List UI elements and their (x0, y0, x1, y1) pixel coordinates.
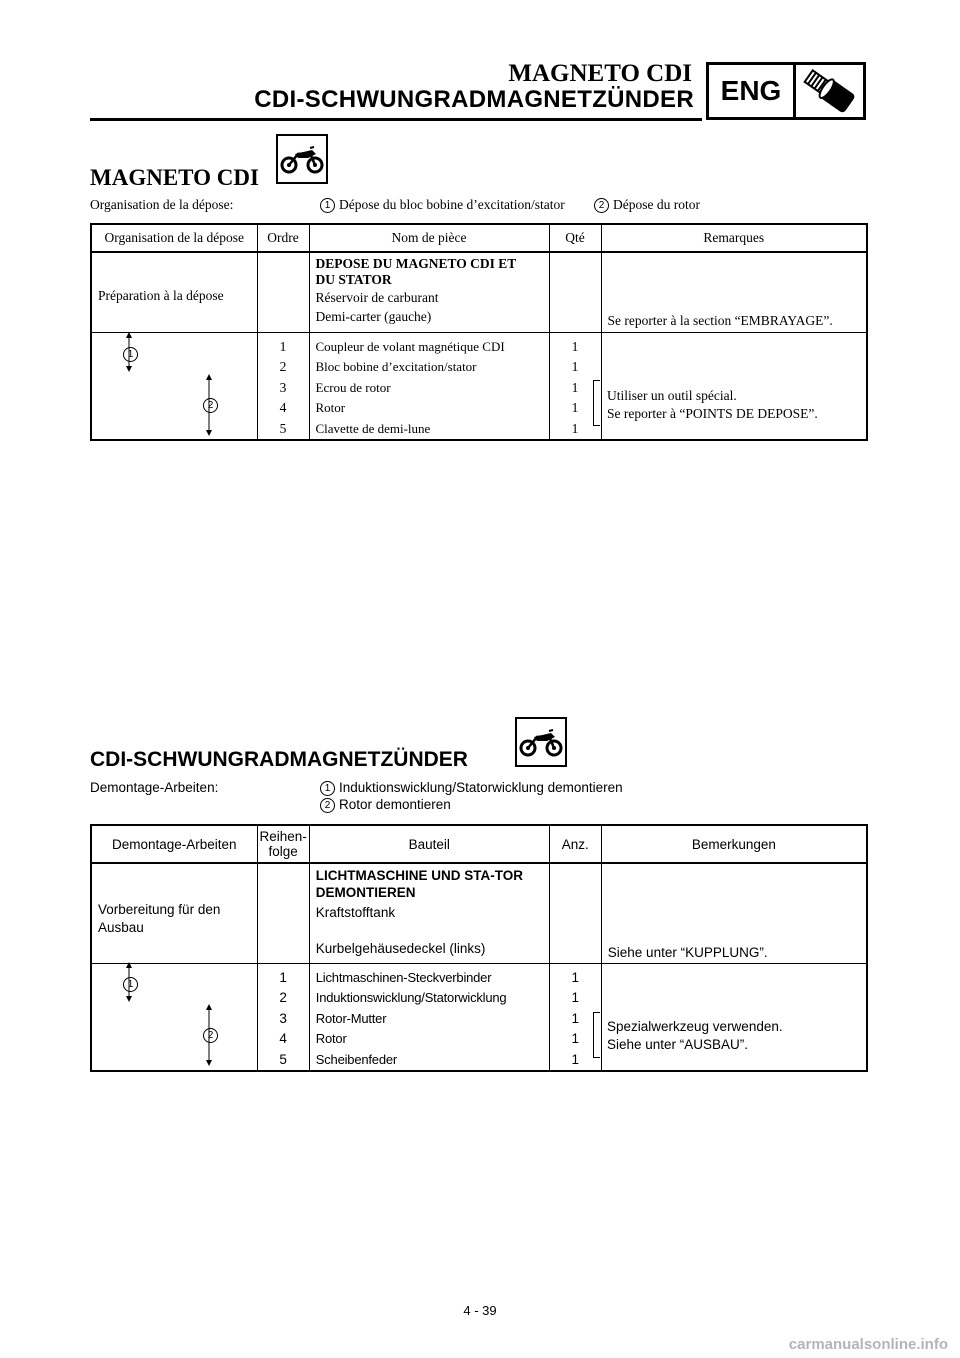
order-cell: 4 (279, 1031, 287, 1046)
fr-bracket-remark (607, 387, 818, 423)
part-cell: Rotor (315, 400, 346, 415)
empty-cell (601, 332, 867, 440)
fr-bracket-remark-2: Se reporter à “POINTS DE DEPOSE”. (607, 406, 818, 421)
step-number-badge: 1 (320, 781, 335, 796)
de-group-label-2: 2 (203, 1028, 218, 1043)
fr-prep-heading: DEPOSE DU MAGNETO CDI ET DU STATOR (315, 256, 517, 287)
de-motorcycle-icon (515, 717, 567, 767)
fr-prep-row (91, 252, 867, 332)
part-cell: Ecrou de rotor (315, 379, 391, 395)
qty-cell: 1 (571, 420, 579, 436)
fr-org-step-2 (594, 197, 700, 213)
col-header: Ordre (257, 224, 309, 252)
de-bracket-remark-2: Siehe unter “AUSBAU”. (607, 1037, 749, 1052)
de-remark-bracket (593, 1012, 600, 1058)
order-cell: 2 (279, 990, 287, 1005)
part-cell: Lichtmaschinen-Steckverbinder (315, 969, 492, 985)
header-title-de: CDI-SCHWUNGRADMAGNETZÜNDER (254, 86, 694, 113)
qty-cell: 1 (571, 400, 579, 415)
fr-bracket-remark-1: Utiliser un outil spécial. (607, 388, 737, 403)
qty-cell: 1 (571, 969, 580, 985)
order-cell: 4 (279, 400, 287, 415)
part-cell: Rotor-Mutter (315, 1010, 387, 1026)
step-number-badge: 2 (594, 198, 609, 213)
order-cell: 2 (279, 359, 287, 374)
col-header: Reihen-folge (257, 825, 309, 863)
part-cell: Bloc bobine d’excitation/stator (315, 359, 477, 374)
col-header: Remarques (601, 224, 867, 252)
fr-remark-bracket (593, 380, 600, 426)
col-header: Nom de pièce (309, 224, 549, 252)
de-part-col (309, 963, 549, 1071)
eng-badge (706, 62, 866, 120)
empty-cell (257, 863, 309, 963)
de-prep-remark: Siehe unter “KUPPLUNG”. (601, 863, 867, 963)
order-cell: 1 (279, 969, 287, 985)
engine-bolt-icon (796, 65, 863, 117)
col-header: Anz. (549, 825, 601, 863)
fr-org-step-1 (320, 197, 565, 213)
eng-label: ENG (709, 65, 796, 117)
fr-table-header (91, 224, 867, 252)
fr-group-label-2: 2 (203, 398, 218, 413)
part-cell: Rotor (315, 1031, 347, 1046)
fr-section-title: MAGNETO CDI (90, 165, 259, 190)
qty-cell: 1 (571, 990, 580, 1005)
watermark: carmanualsonline.info (788, 1336, 948, 1353)
qty-cell: 1 (571, 1031, 580, 1046)
order-cell: 3 (279, 379, 287, 395)
de-prep-items (309, 863, 549, 963)
empty-cell (549, 252, 601, 332)
col-header: Qté (549, 224, 601, 252)
de-bracket-remark-1: Spezialwerkzeug verwenden. (607, 1019, 783, 1034)
step-number-badge: 2 (320, 798, 335, 813)
de-org-step-1 (320, 780, 623, 796)
de-section-title: CDI-SCHWUNGRADMAGNETZÜNDER (90, 748, 468, 771)
fr-order-col (257, 332, 309, 440)
de-group-label-1: 1 (123, 977, 138, 992)
de-bracket-remark (607, 1018, 783, 1054)
fr-prep-item: Demi-carter (gauche) (315, 309, 432, 324)
qty-cell: 1 (571, 1051, 580, 1067)
de-prep-row (91, 863, 867, 963)
de-prep-heading: LICHTMASCHINE UND STA-TOR DEMONTIEREN (315, 868, 524, 900)
qty-cell: 1 (571, 1010, 580, 1026)
page-number: 4 - 39 (463, 1303, 497, 1318)
part-cell: Scheibenfeder (315, 1051, 398, 1067)
col-header: Bemerkungen (601, 825, 867, 863)
order-cell: 5 (279, 420, 287, 436)
fr-prep-remark: Se reporter à la section “EMBRAYAGE”. (601, 252, 867, 332)
order-cell: 1 (279, 338, 287, 354)
de-prep-item: Kurbelgehäusedeckel (links) (315, 941, 486, 956)
fr-org-step-2-text: Dépose du rotor (613, 197, 700, 212)
de-prep-item: Kraftstofftank (315, 905, 396, 920)
col-header: Bauteil (309, 825, 549, 863)
fr-motorcycle-icon (276, 134, 328, 184)
part-cell: Coupleur de volant magnétique CDI (315, 338, 505, 354)
header-title-fr: MAGNETO CDI (508, 60, 692, 87)
part-cell: Clavette de demi-lune (315, 420, 431, 436)
qty-cell: 1 (571, 359, 579, 374)
de-prep-label: Vorbereitung für den Ausbau (91, 863, 257, 963)
step-number-badge: 1 (320, 198, 335, 213)
fr-prep-item: Réservoir de carburant (315, 290, 439, 305)
fr-prep-items (309, 252, 549, 332)
qty-cell: 1 (571, 379, 579, 395)
de-org-step-2-text: Rotor demontieren (339, 797, 451, 812)
header-rule (90, 118, 702, 121)
fr-part-col (309, 332, 549, 440)
empty-cell (549, 863, 601, 963)
fr-org-label: Organisation de la dépose: (90, 197, 234, 212)
fr-prep-label: Préparation à la dépose (91, 252, 257, 332)
part-cell: Induktionswicklung/Statorwicklung (315, 990, 507, 1005)
order-cell: 5 (279, 1051, 287, 1067)
order-cell: 3 (279, 1010, 287, 1026)
de-org-step-1-text: Induktionswicklung/Statorwicklung demontieren (339, 780, 623, 795)
de-order-col (257, 963, 309, 1071)
de-table-header (91, 825, 867, 863)
fr-org-step-1-text: Dépose du bloc bobine d’excitation/stator (339, 197, 565, 212)
de-org-label: Demontage-Arbeiten: (90, 780, 219, 795)
empty-cell (257, 252, 309, 332)
col-header: Organisation de la dépose (91, 224, 257, 252)
qty-cell: 1 (571, 338, 579, 354)
fr-group-label-1: 1 (123, 347, 138, 362)
empty-cell (601, 963, 867, 1071)
col-header: Demontage-Arbeiten (91, 825, 257, 863)
de-org-step-2 (320, 797, 451, 813)
